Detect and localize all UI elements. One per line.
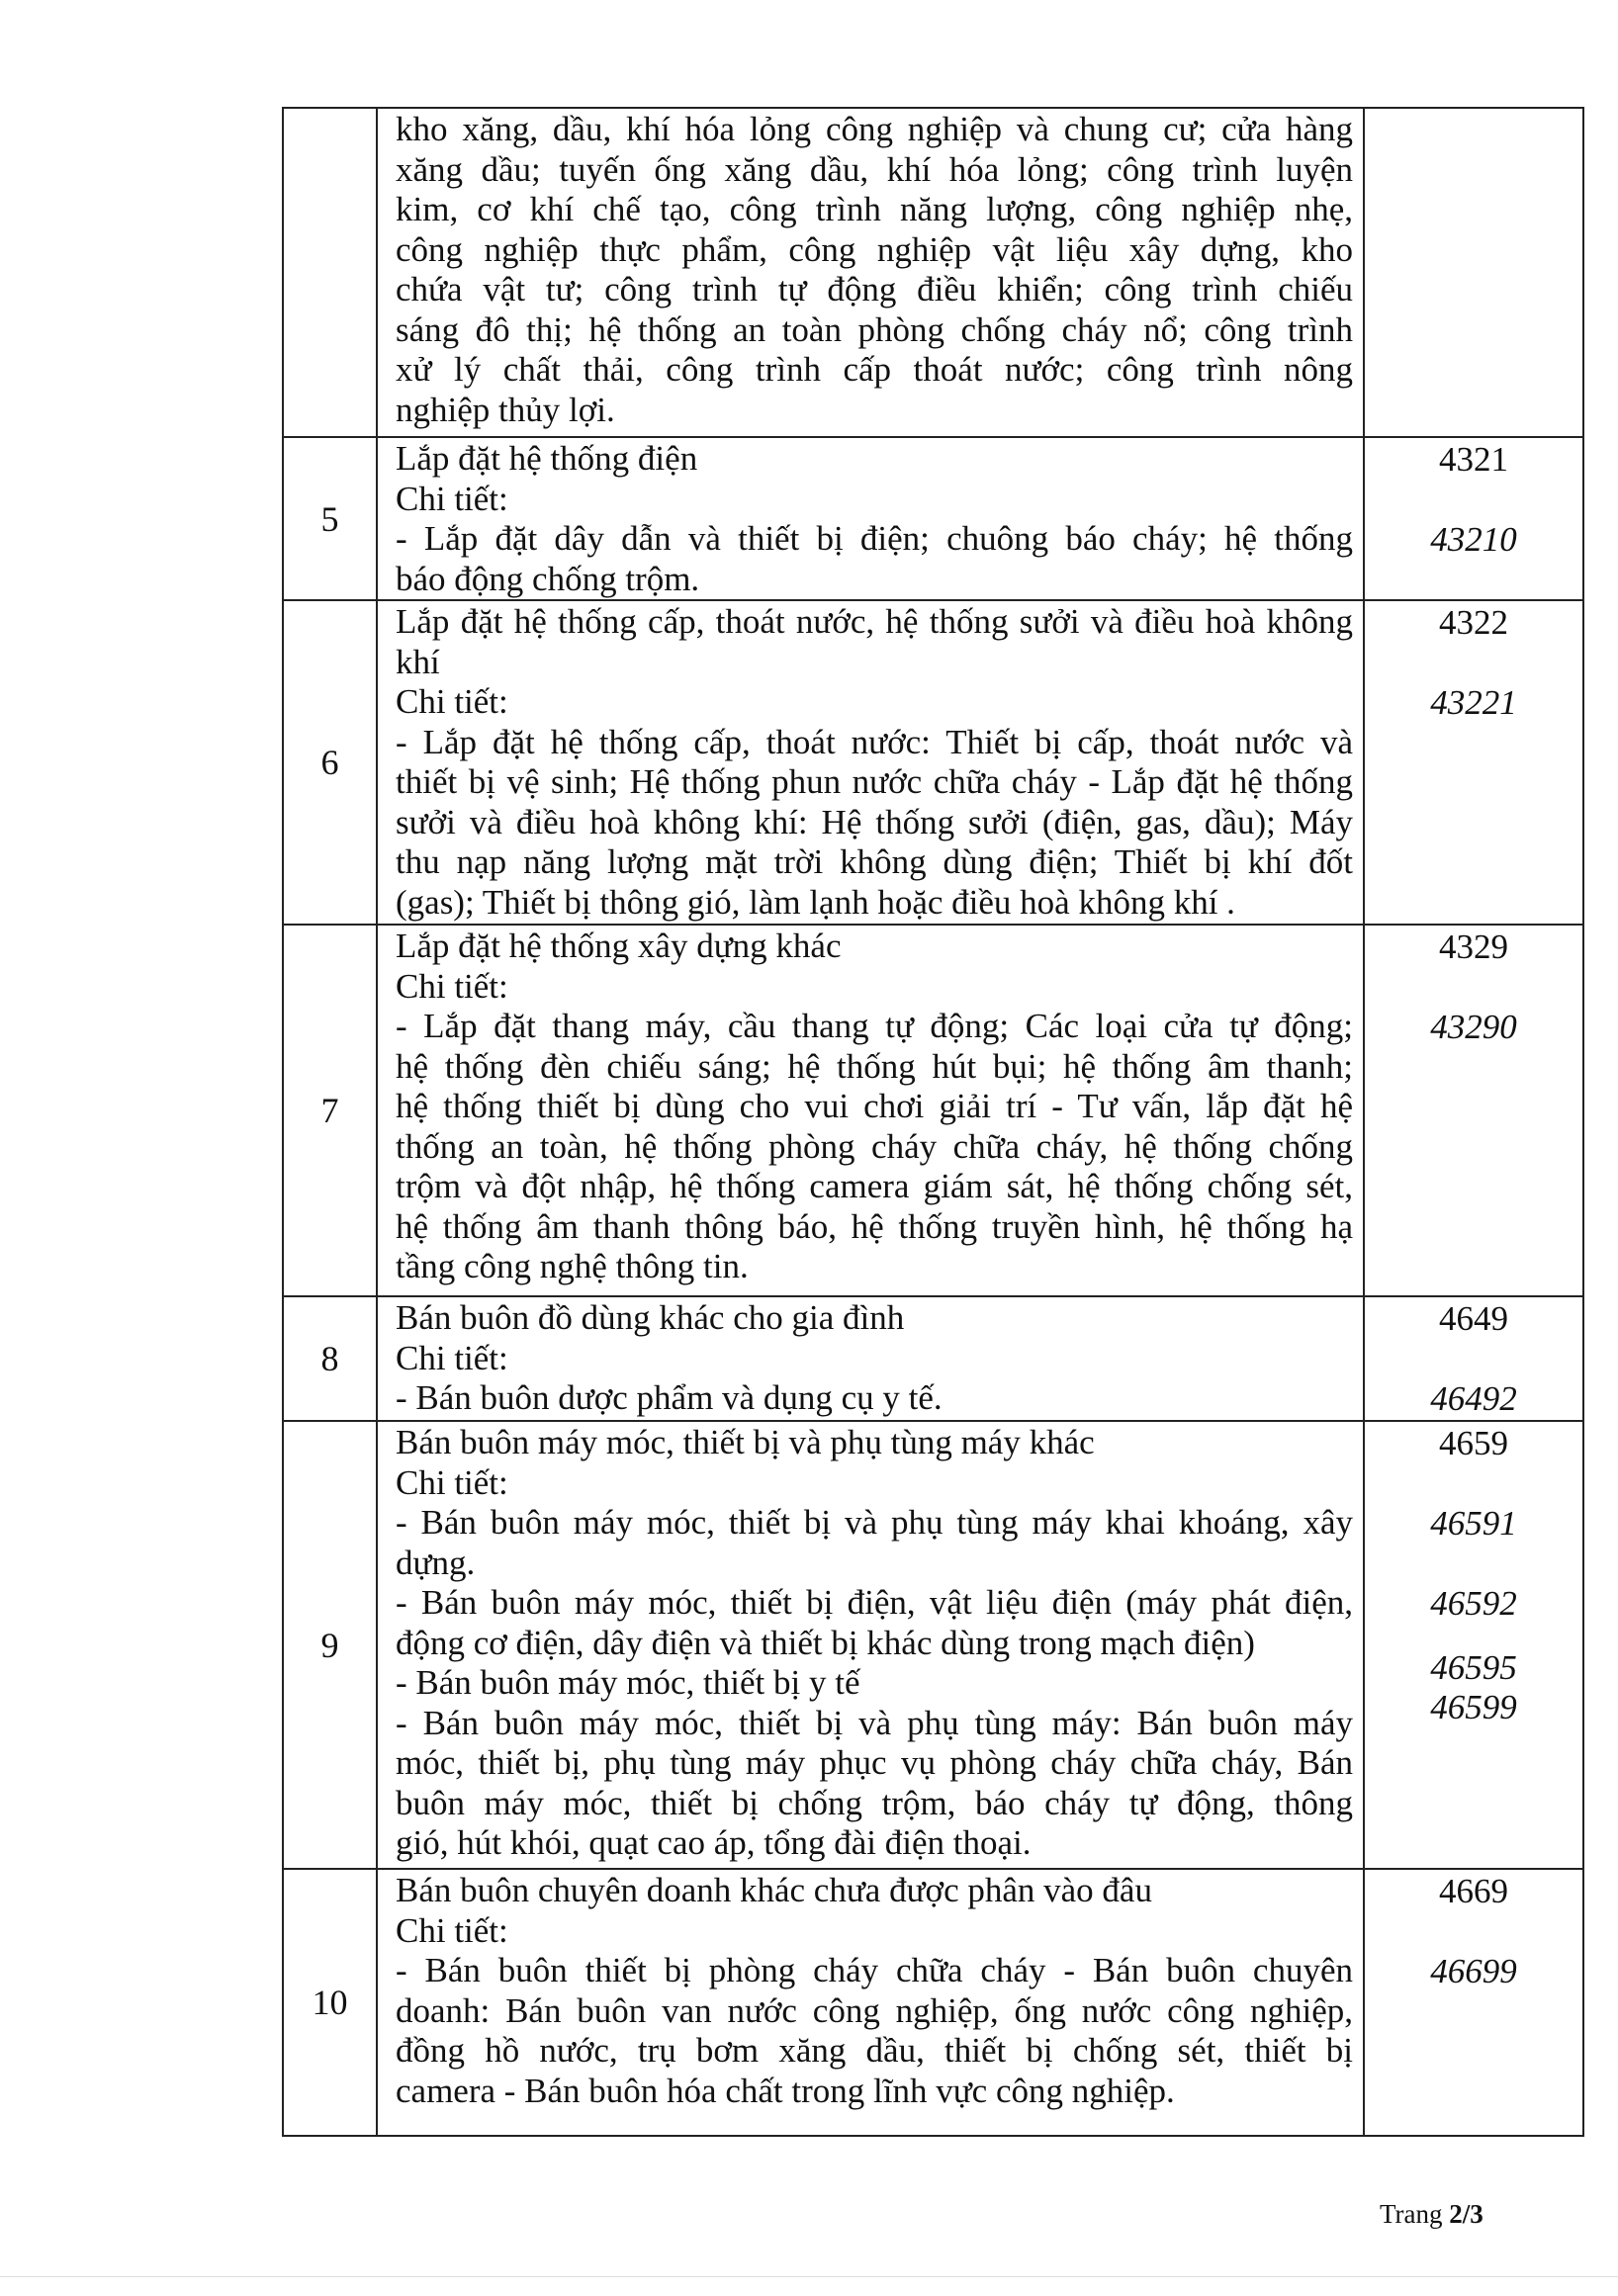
description-line: Lắp đặt hệ thống cấp, thoát nước, hệ thống sưởi và điều hoà không [396, 602, 1353, 641]
table-row [283, 437, 1583, 600]
description-line: - Bán buôn máy móc, thiết bị và phụ tùng máy khai khoáng, xây [396, 1503, 1353, 1542]
description-line: trộm và đột nhập, hệ thống camera giám sát, hệ thống chống sét, [396, 1167, 1353, 1205]
description-line: Lắp đặt hệ thống điện [396, 439, 698, 478]
row-number-cell [283, 1869, 377, 2136]
table-row [283, 1421, 1583, 1869]
description-line: Chi tiết: [396, 1910, 508, 1950]
industry-code: 4659 [1439, 1424, 1508, 1462]
description-cell [377, 108, 1364, 437]
description-line: buôn máy móc, thiết bị chống trộm, báo cháy tự động, thông [396, 1783, 1353, 1822]
industry-subcode: 43210 [1430, 520, 1517, 559]
row-number: 6 [320, 743, 339, 782]
description-line: móc, thiết bị, phụ tùng máy phục vụ phòng cháy chữa cháy, Bán [396, 1743, 1353, 1782]
industry-code: 4322 [1439, 603, 1508, 642]
description-line: đồng hồ nước, trụ bơm xăng dầu, thiết bị chống sét, thiết bị [396, 2031, 1353, 2070]
description-line: sáng đô thị; hệ thống an toàn phòng chống cháy nổ; công trình [396, 309, 1353, 349]
description-line: - Lắp đặt dây dẫn và thiết bị điện; chuông báo cháy; hệ thống [396, 519, 1353, 558]
description-cell [377, 437, 1364, 600]
table-row [283, 600, 1583, 925]
industry-subcode: 46591 [1430, 1504, 1517, 1543]
description-line: - Bán buôn dược phẩm và dụng cụ y tế. [396, 1378, 943, 1417]
description-line: hệ thống đèn chiếu sáng; hệ thống hút bụi; hệ thống âm thanh; [396, 1046, 1353, 1086]
description-line: Chi tiết: [396, 1462, 508, 1502]
description-line: kim, cơ khí chế tạo, công trình năng lượng, công nghiệp nhẹ, [396, 190, 1353, 228]
description-line: thu nạp năng lượng mặt trời không dùng điện; Thiết bị khí đốt [396, 842, 1353, 881]
description-line: Chi tiết: [396, 966, 508, 1006]
industry-code-cell [1364, 600, 1583, 925]
industry-code-cell [1364, 1296, 1583, 1421]
row-number-cell [283, 600, 377, 925]
description-cell [377, 1869, 1364, 2136]
description-line: - Bán buôn máy móc, thiết bị y tế [396, 1663, 860, 1702]
page-number: 2/3 [1449, 2199, 1483, 2229]
description-line: Bán buôn chuyên doanh khác chưa được phân vào đâu [396, 1871, 1152, 1909]
description-line: công nghiệp thực phẩm, công nghiệp vật liệu xây dựng, kho [396, 229, 1353, 269]
industry-code: 4321 [1439, 440, 1508, 479]
row-number: 8 [320, 1339, 339, 1378]
description-line: hệ thống thiết bị dùng cho vui chơi giải trí - Tư vấn, lắp đặt hệ [396, 1087, 1353, 1125]
industry-subcode: 46492 [1430, 1379, 1517, 1418]
description-line: kho xăng, dầu, khí hóa lỏng công nghiệp và chung cư; cửa hàng [396, 110, 1353, 148]
industry-code-cell [1364, 1421, 1583, 1869]
page-footer [1380, 2199, 1483, 2230]
description-line: Lắp đặt hệ thống xây dựng khác [396, 927, 842, 965]
industry-code: 4649 [1439, 1299, 1508, 1338]
description-line: sưởi và điều hoà không khí: Hệ thống sưởi (điện, gas, dầu); Máy [396, 802, 1353, 841]
row-number-cell [283, 437, 377, 600]
description-line: tầng công nghệ thông tin. [396, 1247, 749, 1285]
industry-code-cell [1364, 925, 1583, 1296]
row-number-cell [283, 1296, 377, 1421]
industry-subcode: 46599 [1430, 1688, 1517, 1727]
row-number-cell [283, 108, 377, 437]
description-line: thống an toàn, hệ thống phòng cháy chữa cháy, hệ thống chống [396, 1126, 1353, 1166]
description-line: thiết bị vệ sinh; Hệ thống phun nước chữa cháy - Lắp đặt hệ thống [396, 762, 1353, 801]
description-line: nghiệp thủy lợi. [396, 390, 615, 429]
industry-subcode: 43290 [1430, 1008, 1517, 1046]
row-number: 7 [320, 1091, 339, 1130]
row-number-cell [283, 925, 377, 1296]
description-line: khí [396, 642, 440, 681]
description-line: dựng. [396, 1543, 476, 1582]
table-row [283, 108, 1583, 437]
description-line: xăng dầu; tuyến ống xăng dầu, khí hóa lỏng; công trình luyện [396, 149, 1353, 189]
description-line: - Bán buôn máy móc, thiết bị và phụ tùng máy: Bán buôn máy [396, 1703, 1353, 1742]
industry-subcode: 46595 [1430, 1647, 1517, 1687]
description-line: chứa vật tư; công trình tự động điều khiển; công trình chiếu [396, 270, 1353, 309]
scan-edge [0, 2276, 1618, 2277]
row-number: 5 [320, 498, 339, 539]
description-line: (gas); Thiết bị thông gió, làm lạnh hoặc điều hoà không khí . [396, 882, 1235, 922]
description-line: doanh: Bán buôn van nước công nghiệp, ống nước công nghiệp, [396, 1990, 1353, 2030]
description-line: - Lắp đặt hệ thống cấp, thoát nước: Thiết bị cấp, thoát nước và [396, 722, 1353, 761]
description-cell [377, 600, 1364, 925]
table-body [283, 108, 1583, 2136]
page-label: Trang [1380, 2199, 1450, 2229]
description-line: gió, hút khói, quạt cao áp, tổng đài điện thoại. [396, 1823, 1032, 1862]
row-number: 10 [312, 1983, 348, 2022]
table-row [283, 925, 1583, 1296]
description-line: xử lý chất thải, công trình cấp thoát nước; công trình nông [396, 350, 1353, 389]
description-line: Bán buôn đồ dùng khác cho gia đình [396, 1298, 905, 1337]
industry-code: 4669 [1439, 1872, 1508, 1910]
description-line: hệ thống âm thanh thông báo, hệ thống truyền hình, hệ thống hạ [396, 1206, 1353, 1246]
description-line: - Bán buôn máy móc, thiết bị điện, vật liệu điện (máy phát điện, [396, 1583, 1353, 1622]
industry-subcode: 43221 [1430, 683, 1517, 722]
industry-code-cell [1364, 108, 1583, 437]
description-cell [377, 1421, 1364, 1869]
description-line: - Bán buôn thiết bị phòng cháy chữa cháy - Bán buôn chuyên [396, 1951, 1353, 1989]
description-line: động cơ điện, dây điện và thiết bị khác dùng trong mạch điện) [396, 1623, 1255, 1662]
description-cell [377, 1296, 1364, 1421]
description-line: Chi tiết: [396, 1338, 508, 1377]
industry-code-cell [1364, 437, 1583, 600]
table-row [283, 1869, 1583, 2136]
industry-code-cell [1364, 1869, 1583, 2136]
table-row [283, 1296, 1583, 1421]
description-line: Chi tiết: [396, 479, 508, 518]
description-line: Chi tiết: [396, 682, 508, 721]
description-line: camera - Bán buôn hóa chất trong lĩnh vực công nghiệp. [396, 2071, 1175, 2110]
industry-code: 4329 [1439, 927, 1508, 966]
row-number-cell [283, 1421, 377, 1869]
industry-subcode: 46592 [1430, 1584, 1517, 1623]
business-lines-table [282, 107, 1584, 2137]
description-cell [377, 925, 1364, 1296]
description-line: Bán buôn máy móc, thiết bị và phụ tùng máy khác [396, 1423, 1095, 1461]
description-line: - Lắp đặt thang máy, cầu thang tự động; Các loại cửa tự động; [396, 1007, 1353, 1045]
industry-subcode: 46699 [1430, 1952, 1517, 1990]
row-number: 9 [320, 1625, 339, 1665]
description-line: báo động chống trộm. [396, 559, 700, 598]
